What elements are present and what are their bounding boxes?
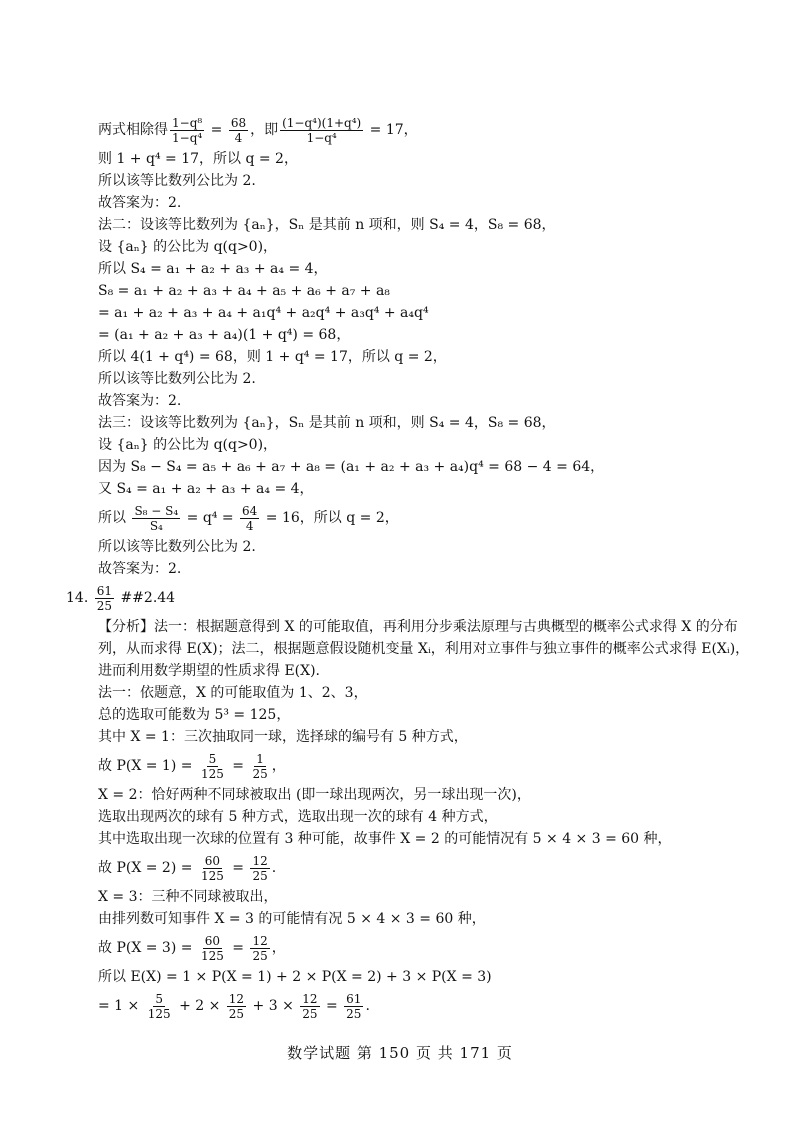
fraction-denominator: 25 (252, 948, 268, 963)
solution-line: 法一：依题意，X 的可能取值为 1、2、3， (98, 685, 368, 701)
fraction-numerator: 12 (302, 991, 318, 1006)
fraction-numerator: (1−q⁴)(1+q⁴) (282, 115, 362, 130)
solution-line (98, 988, 738, 1024)
solution-line: 故答案为：2. (98, 561, 182, 577)
text-run: + 3 × (248, 998, 299, 1014)
solution-line: 其中选取出现一次球的位置有 3 种可能，故事件 X = 2 的可能情况有 5 × 4 × 3 = 60 种， (98, 831, 672, 847)
fraction (250, 854, 269, 883)
text-run: = (227, 758, 249, 774)
text-run: 故 P(X = 1) = (98, 758, 197, 774)
solution-line: 所以该等比数列公比为 2. (98, 371, 256, 387)
text-run: = (227, 860, 249, 876)
fraction-denominator: 125 (147, 1006, 171, 1021)
solution-line: 则 1 + q⁴ = 17，所以 q = 2， (98, 151, 298, 167)
text-run: 14. (66, 590, 93, 606)
fraction-numerator: 60 (204, 853, 221, 868)
fraction-numerator: 68 (230, 115, 247, 130)
solution-line (98, 850, 738, 886)
text-run: = 1 × (98, 998, 144, 1014)
fraction-denominator: 125 (200, 948, 224, 963)
solution-line: 所以 4(1 + q⁴) = 68，则 1 + q⁴ = 17，所以 q = 2， (98, 349, 447, 365)
solution-line: = a₁ + a₂ + a₃ + a₄ + a₁q⁴ + a₂q⁴ + a₃q⁴ + a₄q⁴ (98, 305, 429, 321)
text-run: . (365, 998, 370, 1014)
solution-line: 其中 X = 1：三次抽取同一球，选择球的编号有 5 种方式， (98, 729, 468, 745)
text-run: ##2.44 (116, 590, 176, 606)
fraction-denominator: 25 (346, 1006, 362, 1021)
fraction (146, 992, 173, 1021)
fraction-denominator: 1−q⁴ (172, 130, 203, 145)
fraction-numerator: 64 (242, 503, 258, 518)
solution-line: 设 {aₙ} 的公比为 q(q>0)， (98, 437, 278, 453)
solution-line: 故答案为：2. (98, 195, 182, 211)
text-run: ， (271, 940, 286, 956)
fraction (199, 752, 226, 781)
solution-line (98, 930, 738, 966)
fraction-numerator: 61 (96, 583, 112, 598)
solution-line: 又 S₄ = a₁ + a₂ + a₃ + a₄ = 4， (98, 481, 314, 497)
fraction-numerator: 12 (252, 853, 268, 868)
text-run: 所以 (98, 510, 131, 526)
solution-line: 法二：设该等比数列为 {aₙ}，Sₙ 是其前 n 项和，则 S₄ = 4，S₈ = 68， (98, 217, 556, 233)
fraction-denominator: 125 (200, 766, 224, 781)
solution-line: 由排列数可知事件 X = 3 的可能情有况 5 × 4 × 3 = 60 种， (98, 911, 486, 927)
fraction-numerator: 61 (346, 991, 362, 1006)
fraction-denominator: 25 (228, 1006, 245, 1021)
fraction-numerator: 1−q⁸ (172, 115, 203, 130)
fraction-numerator: 5 (155, 991, 163, 1006)
fraction-denominator: 1−q⁴ (306, 130, 337, 145)
fraction (199, 934, 226, 963)
solution-line: 选取出现两次的球有 5 种方式，选取出现一次的球有 4 种方式， (98, 809, 498, 825)
fraction (132, 504, 180, 533)
fraction (170, 116, 204, 145)
fraction (240, 504, 259, 533)
solution-line: 法三：设该等比数列为 {aₙ}，Sₙ 是其前 n 项和，则 S₄ = 4，S₈ = 68， (98, 415, 556, 431)
solution-line: 因为 S₈ − S₄ = a₅ + a₆ + a₇ + a₈ = (a₁ + a₂ + a₃ + a₄)q⁴ = 68 − 4 = 64， (98, 459, 605, 475)
text-run: ，即 (250, 122, 279, 138)
text-run: = (321, 998, 343, 1014)
page-footer: 数学试题 第 150 页 共 171 页 (287, 1044, 513, 1062)
fraction-numerator: 1 (256, 751, 264, 766)
solution-line (98, 112, 738, 148)
solution-line (98, 748, 738, 784)
text-run: 故 P(X = 2) = (98, 860, 197, 876)
solution-line: 设 {aₙ} 的公比为 q(q>0)， (98, 239, 278, 255)
text-run: = (227, 940, 249, 956)
fraction (344, 992, 363, 1021)
solution-line (98, 500, 738, 536)
fraction (250, 934, 269, 963)
fraction-numerator: 12 (228, 991, 245, 1006)
text-run: 故 P(X = 3) = (98, 940, 197, 956)
solution-line: = (a₁ + a₂ + a₃ + a₄)(1 + q⁴) = 68， (98, 327, 351, 343)
fraction-numerator: 5 (208, 751, 217, 766)
fraction-denominator: 25 (252, 766, 268, 781)
text-run: . (271, 860, 277, 876)
fraction-numerator: 60 (204, 933, 221, 948)
solution-line: 故答案为：2. (98, 393, 182, 409)
solution-line (66, 580, 738, 616)
fraction (300, 992, 319, 1021)
text-run: + 2 × (174, 998, 225, 1014)
fraction-denominator: 25 (252, 868, 268, 883)
solution-line: S₈ = a₁ + a₂ + a₃ + a₄ + a₅ + a₆ + a₇ + a₈ (98, 283, 390, 299)
solution-line: 列，从而求得 E(X)；法二，根据题意假设随机变量 Xᵢ，利用对立事件与独立事件的概率公式求得 E(Xᵢ)， (98, 641, 750, 657)
solution-line: 所以 E(X) = 1 × P(X = 1) + 2 × P(X = 2) + 3 × P(X = 3) (98, 969, 492, 985)
fraction (229, 116, 248, 145)
solution-line: 总的选取可能数为 5³ = 125， (98, 707, 291, 723)
fraction-denominator: 125 (200, 868, 224, 883)
solution-line: 【分析】法一：根据题意得到 X 的可能取值，再利用分步乘法原理与古典概型的概率公式求得 X 的分布 (98, 619, 738, 635)
fraction (250, 752, 269, 781)
text-run: = 16，所以 q = 2， (261, 510, 399, 526)
fraction-denominator: 25 (96, 598, 112, 613)
fraction-denominator: 25 (302, 1006, 318, 1021)
fraction (199, 854, 226, 883)
fraction (280, 116, 363, 145)
fraction-numerator: S₈ − S₄ (134, 503, 179, 518)
fraction-denominator: 4 (234, 130, 243, 145)
solution-line: 所以该等比数列公比为 2. (98, 173, 256, 189)
text-run: 两式相除得 (98, 122, 168, 138)
fraction-denominator: S₄ (149, 518, 163, 533)
fraction (227, 992, 246, 1021)
solution-line: 进而利用数学期望的性质求得 E(X). (98, 663, 321, 679)
fraction (95, 584, 114, 613)
solution-content (66, 112, 750, 1024)
fraction-numerator: 12 (252, 933, 268, 948)
text-run: = 17， (365, 122, 418, 138)
solution-line: 所以该等比数列公比为 2. (98, 539, 256, 555)
fraction-denominator: 4 (245, 518, 254, 533)
text-run: = q⁴ = (182, 510, 239, 526)
text-run: ， (271, 758, 286, 774)
text-run: = (206, 122, 227, 138)
solution-line: X = 3：三种不同球被取出， (98, 889, 278, 905)
solution-line: 所以 S₄ = a₁ + a₂ + a₃ + a₄ = 4， (98, 261, 328, 277)
solution-line: X = 2：恰好两种不同球被取出 (即一球出现两次，另一球出现一次)， (98, 787, 531, 803)
